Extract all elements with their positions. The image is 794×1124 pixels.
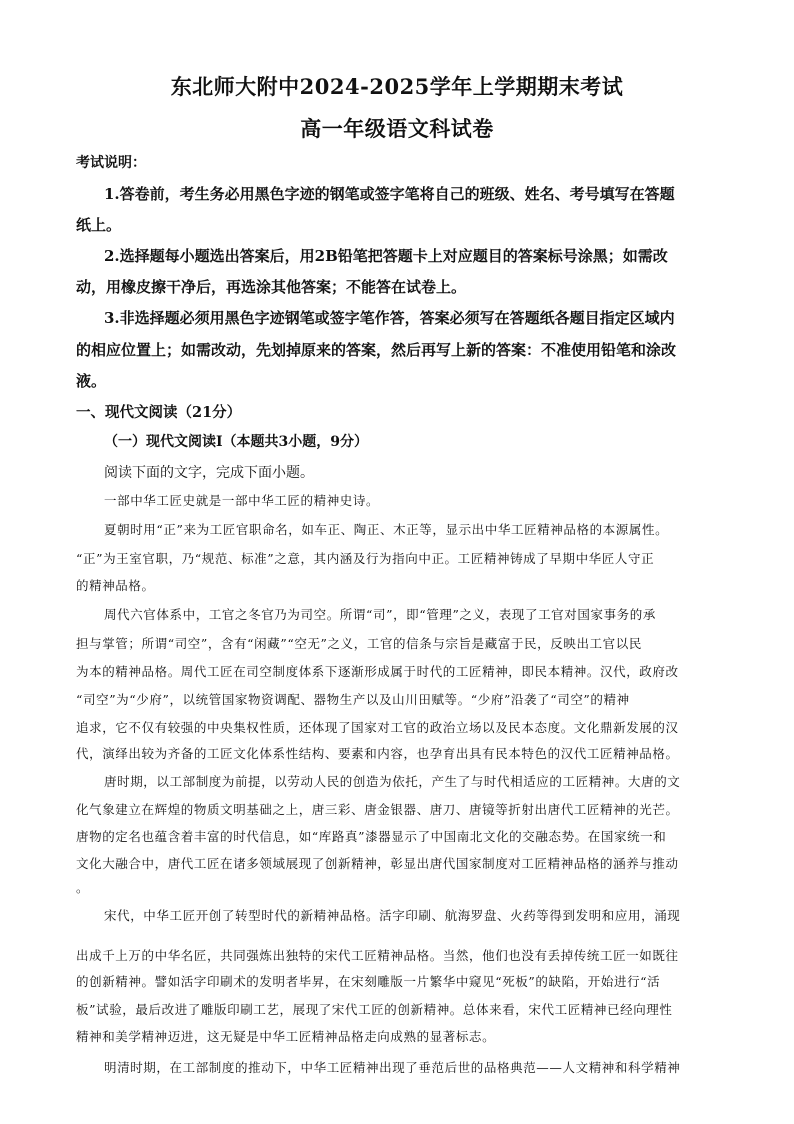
passage-line: 追求，它不仅有较强的中央集权性质，还体现了国家对工官的政治立场以及民本态度。文化鼎新发展的汉	[76, 720, 679, 735]
passage-line: 板”试验，最后改进了雕版印刷工艺，展现了宋代工匠的创新精神。总体来看，宋代工匠精神已经向理性	[76, 1002, 673, 1017]
instruction-3-line-3: 液。	[76, 372, 107, 390]
exam-subtitle: 高一年级语文科试卷	[300, 116, 494, 141]
exam-title: 东北师大附中2024-2025学年上学期期末考试	[170, 74, 624, 99]
passage-line: “司空”为“少府”，以统管国家物资调配、器物生产以及山川田赋等。“少府”沿袭了“司空”的精神	[76, 692, 630, 707]
passage-line: 出成千上万的中华名匠，共同强炼出独特的宋代工匠精神品格。当然，他们也没有丢掉传统工匠一如既往	[76, 948, 679, 963]
passage-line: 。	[76, 880, 90, 895]
passage-line: 精神和美学精神迈进，这无疑是中华工匠精神品格走向成熟的显著标志。	[76, 1029, 496, 1044]
section-heading-1: 一、现代文阅读（21分）	[76, 404, 242, 421]
subsection-heading-1: （一）现代文阅读Ⅰ（本题共3小题，9分）	[104, 434, 369, 450]
passage-line: 的创新精神。譬如活字印刷术的发明者毕昇，在宋刻雕版一片繁华中窥见“死板”的缺陷，开始进行“活	[76, 974, 661, 989]
instruction-2-line-1: 2.选择题每小题选出答案后，用2B铅笔把答题卡上对应题目的答案标号涂黑；如需改	[104, 247, 668, 265]
passage-line: 周代六官体系中，工官之冬官乃为司空。所谓“司”，即“管理”之义，表现了工官对国家事务的承	[104, 607, 656, 622]
passage-line: 的精神品格。	[76, 578, 155, 593]
passage-line: 明清时期，在工部制度的推动下，中华工匠精神出现了垂范后世的品格典范——人文精神和科学精神	[104, 1060, 681, 1075]
instruction-3-line-2: 的相应位置上；如需改动，先划掉原来的答案，然后再写上新的答案：不准使用铅笔和涂改	[76, 341, 677, 359]
passage-line: 唐物的定名也蕴含着丰富的时代信息，如“库路真”漆器显示了中国南北文化的交融态势。在国家统一和	[76, 829, 667, 844]
passage-line: “正”为王室官职，乃“规范、标准”之意，其内涵及行为指向中正。工匠精神铸成了早期中华匠人守正	[76, 551, 655, 566]
passage-line: 唐时期，以工部制度为前提，以劳动人民的创造为依托，产生了与时代相适应的工匠精神。大唐的文	[104, 774, 681, 789]
passage-line: 宋代，中华工匠开创了转型时代的新精神品格。活字印刷、航海罗盘、火药等得到发明和应用，涌现	[104, 908, 681, 923]
passage-line: 代，演绎出较为齐备的工匠文化体系性结构、要素和内容，也孕育出具有民本特色的汉代工匠精神品格。	[76, 746, 679, 761]
passage-line: 文化大融合中，唐代工匠在诸多领域展现了创新精神，彰显出唐代国家制度对工匠精神品格的涵养与推动	[76, 856, 679, 871]
passage-line: 化气象建立在辉煌的物质文明基础之上，唐三彩、唐金银器、唐刀、唐镜等折射出唐代工匠精神的光芒。	[76, 802, 679, 817]
passage-line: 一部中华工匠史就是一部中华工匠的精神史诗。	[104, 493, 380, 508]
passage-line: 担与掌管；所谓“司空”，含有“闲藏”“空无”之义，工官的信条与宗旨是藏富于民，反映出工官以民	[76, 636, 642, 651]
instruction-1-line-2: 纸上。	[76, 216, 122, 234]
instruction-2-line-2: 动，用橡皮擦干净后，再选涂其他答案；不能答在试卷上。	[76, 278, 467, 296]
reading-prompt: 阅读下面的文字，完成下面小题。	[104, 465, 314, 481]
passage-line: 夏朝时用“正”来为工匠官职命名，如车正、陶正、木正等，显示出中华工匠精神品格的本源属性。	[104, 522, 669, 537]
passage-line: 为本的精神品格。周代工匠在司空制度体系下逐渐形成属于时代的工匠精神，即民本精神。汉代，政府改	[76, 664, 679, 679]
instruction-3-line-1: 3.非选择题必须用黑色字迹钢笔或签字笔作答，答案必须写在答题纸各题目指定区域内	[104, 309, 675, 327]
instruction-1-line-1: 1.答卷前，考生务必用黑色字迹的钢笔或签字笔将自己的班级、姓名、考号填写在答题	[104, 185, 675, 203]
instructions-heading: 考试说明：	[76, 155, 146, 171]
